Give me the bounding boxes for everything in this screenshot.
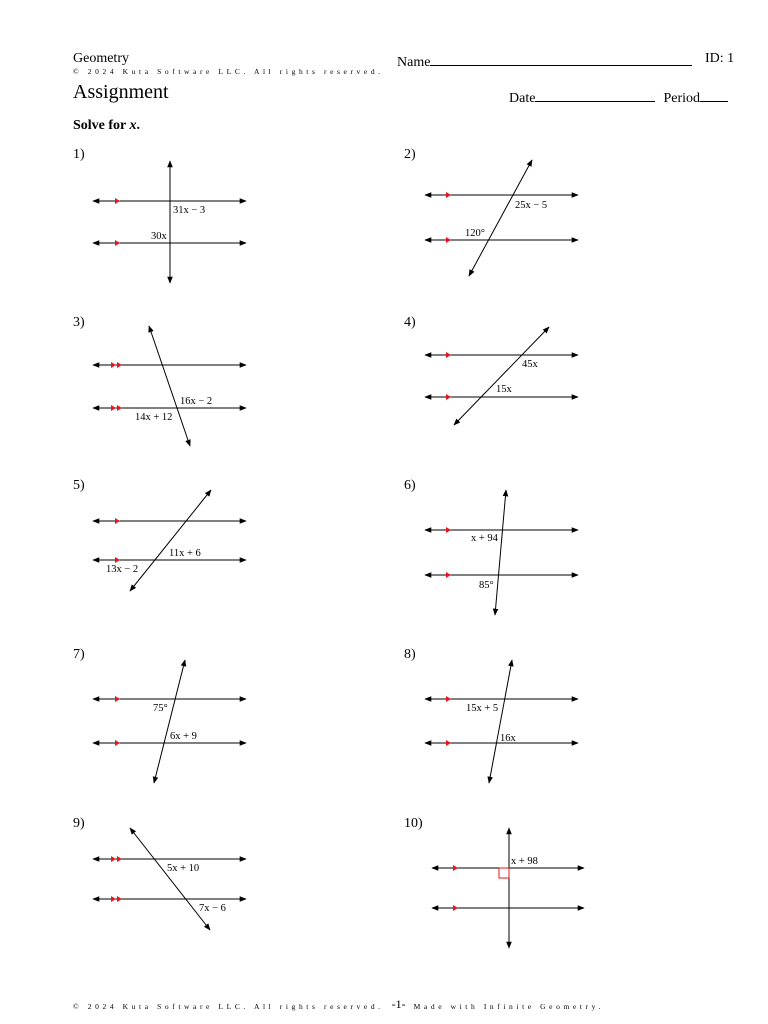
- footer-made-with: Made with Infinite Geometry.: [413, 1002, 604, 1011]
- parallel-tick-mark: [446, 352, 451, 358]
- parallel-tick-mark: [446, 572, 451, 578]
- transversal-line: [495, 490, 506, 615]
- transversal-line: [154, 660, 185, 783]
- angle-label: 6x + 9: [170, 731, 197, 742]
- right-angle-marker: [499, 868, 509, 878]
- transversal-line: [130, 828, 210, 930]
- parallel-tick-mark: [453, 905, 458, 911]
- footer-text: [73, 997, 604, 1012]
- diagram-6: [425, 490, 578, 615]
- parallel-tick-mark: [446, 696, 451, 702]
- diagram-2: [425, 160, 578, 276]
- angle-label: 13x − 2: [106, 564, 139, 575]
- problem-number-5: 5): [73, 478, 85, 493]
- problem-number-10: 10): [404, 816, 423, 831]
- course-name: Geometry: [73, 51, 129, 66]
- parallel-tick-mark: [453, 865, 458, 871]
- angle-label: x + 94: [471, 533, 498, 544]
- problem-number-9: 9): [73, 816, 85, 831]
- parallel-tick-mark: [446, 394, 451, 400]
- parallel-tick-mark: [115, 557, 120, 563]
- angle-label: 7x − 6: [199, 903, 226, 914]
- instructions-period: .: [136, 118, 141, 133]
- angle-label: 120°: [465, 228, 485, 239]
- angle-label: 14x + 12: [135, 412, 173, 423]
- instructions-variable: x: [129, 118, 137, 133]
- diagram-5: [93, 490, 246, 591]
- angle-label: 25x − 5: [515, 200, 548, 211]
- period-label: Period: [663, 91, 700, 106]
- parallel-tick-mark: [446, 237, 451, 243]
- transversal-line: [130, 490, 211, 591]
- parallel-tick-mark: [115, 740, 120, 746]
- problem-number-6: 6): [404, 478, 416, 493]
- name-label: Name: [397, 55, 431, 70]
- angle-label: 5x + 10: [167, 863, 200, 874]
- header-copyright: © 2024 Kuta Software LLC. All rights reserved.: [73, 67, 384, 76]
- date-label: Date: [509, 91, 536, 106]
- angle-label: 11x + 6: [169, 548, 201, 559]
- angle-label: 30x: [151, 231, 167, 242]
- diagram-7: [93, 660, 246, 783]
- worksheet-id: ID: 1: [705, 51, 735, 66]
- diagram-4: [425, 327, 578, 425]
- angle-label: 16x: [500, 733, 516, 744]
- parallel-tick-mark: [446, 527, 451, 533]
- diagram-1: [93, 161, 246, 283]
- angle-label: 45x: [522, 359, 538, 370]
- angle-label: 15x + 5: [466, 703, 499, 714]
- diagram-9: [93, 828, 246, 930]
- worksheet-title: Assignment: [73, 81, 169, 103]
- angle-label: 15x: [496, 384, 512, 395]
- parallel-tick-mark: [115, 198, 120, 204]
- parallel-tick-mark: [115, 240, 120, 246]
- diagram-8: [425, 660, 578, 783]
- parallel-tick-mark: [115, 518, 120, 524]
- instructions-text: Solve for: [73, 118, 130, 133]
- diagram-3: [93, 326, 246, 446]
- transversal-line: [489, 660, 512, 783]
- angle-label: x + 98: [511, 856, 538, 867]
- angle-label: 85°: [479, 580, 494, 591]
- problem-number-7: 7): [73, 647, 85, 662]
- footer-copyright: © 2024 Kuta Software LLC. All rights reserved.: [73, 1002, 384, 1011]
- problem-number-1: 1): [73, 147, 85, 162]
- problem-number-2: 2): [404, 147, 416, 162]
- footer-page-number: -1-: [391, 997, 406, 1011]
- transversal-line: [469, 160, 532, 276]
- problem-number-3: 3): [73, 315, 85, 330]
- parallel-tick-mark: [446, 192, 451, 198]
- problem-number-8: 8): [404, 647, 416, 662]
- problem-number-4: 4): [404, 315, 416, 330]
- transversal-line: [149, 326, 190, 446]
- transversal-line: [454, 327, 549, 425]
- parallel-tick-mark: [115, 696, 120, 702]
- diagram-10: [432, 828, 584, 948]
- angle-label: 75°: [153, 703, 168, 714]
- angle-label: 16x − 2: [180, 396, 213, 407]
- parallel-tick-mark: [446, 740, 451, 746]
- angle-label: 31x − 3: [173, 205, 206, 216]
